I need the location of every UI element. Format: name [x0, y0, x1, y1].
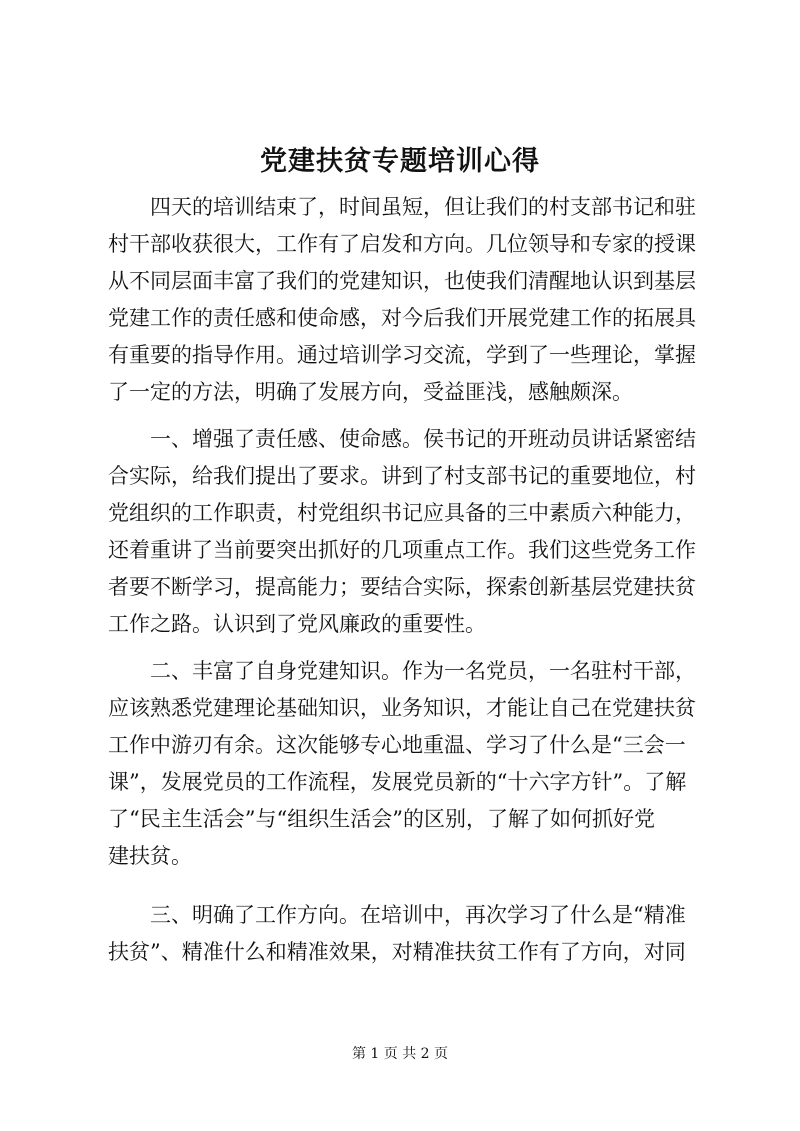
text-line: 工作中游刃有余。这次能够专心地重温、学习了什么是“三会一 [108, 733, 686, 757]
text-line: 从不同层面丰富了我们的党建知识，也使我们清醒地认识到基层 [108, 269, 696, 293]
text-line: 村干部收获很大，工作有了启发和方向。几位领导和专家的授课 [108, 232, 696, 256]
text-line: 四天的培训结束了，时间虽短，但让我们的村支部书记和驻 [150, 195, 696, 219]
text-line: 二、丰富了自身党建知识。作为一名党员，一名驻村干部， [150, 659, 696, 683]
text-line: 了“民主生活会”与“组织生活会”的区别，了解了如何抓好党 [108, 807, 655, 831]
text-line: 还着重讲了当前要突出抓好的几项重点工作。我们这些党务工作 [108, 538, 696, 562]
text-line: 工作之路。认识到了党风廉政的重要性。 [108, 612, 486, 636]
text-line: 了一定的方法，明确了发展方向，受益匪浅，感触颇深。 [108, 380, 633, 404]
document-title: 党建扶贫专题培训心得 [260, 146, 540, 177]
text-line: 课”，发展党员的工作流程，发展党员新的“十六字方针”。了解 [108, 770, 687, 794]
text-line: 党建工作的责任感和使命感，对今后我们开展党建工作的拓展具 [108, 306, 696, 330]
text-line: 者要不断学习，提高能力；要结合实际，探索创新基层党建扶贫 [108, 575, 696, 599]
text-line: 有重要的指导作用。通过培训学习交流，学到了一些理论，掌握 [108, 343, 696, 367]
text-line: 建扶贫。 [108, 844, 192, 868]
text-line: 党组织的工作职责，村党组织书记应具备的三中素质六种能力， [108, 501, 696, 525]
text-line: 应该熟悉党建理论基础知识，业务知识，才能让自己在党建扶贫 [108, 696, 696, 720]
text-line: 三、明确了工作方向。在培训中，再次学习了什么是“精准 [150, 903, 686, 927]
page-footer: 第 1 页 共 2 页 [351, 1046, 449, 1062]
text-line: 合实际，给我们提出了要求。讲到了村支部书记的重要地位，村 [108, 464, 696, 488]
text-line: 一、增强了责任感、使命感。侯书记的开班动员讲话紧密结 [150, 427, 696, 451]
text-line: 扶贫”、精准什么和精准效果，对精准扶贫工作有了方向，对同 [108, 940, 686, 964]
